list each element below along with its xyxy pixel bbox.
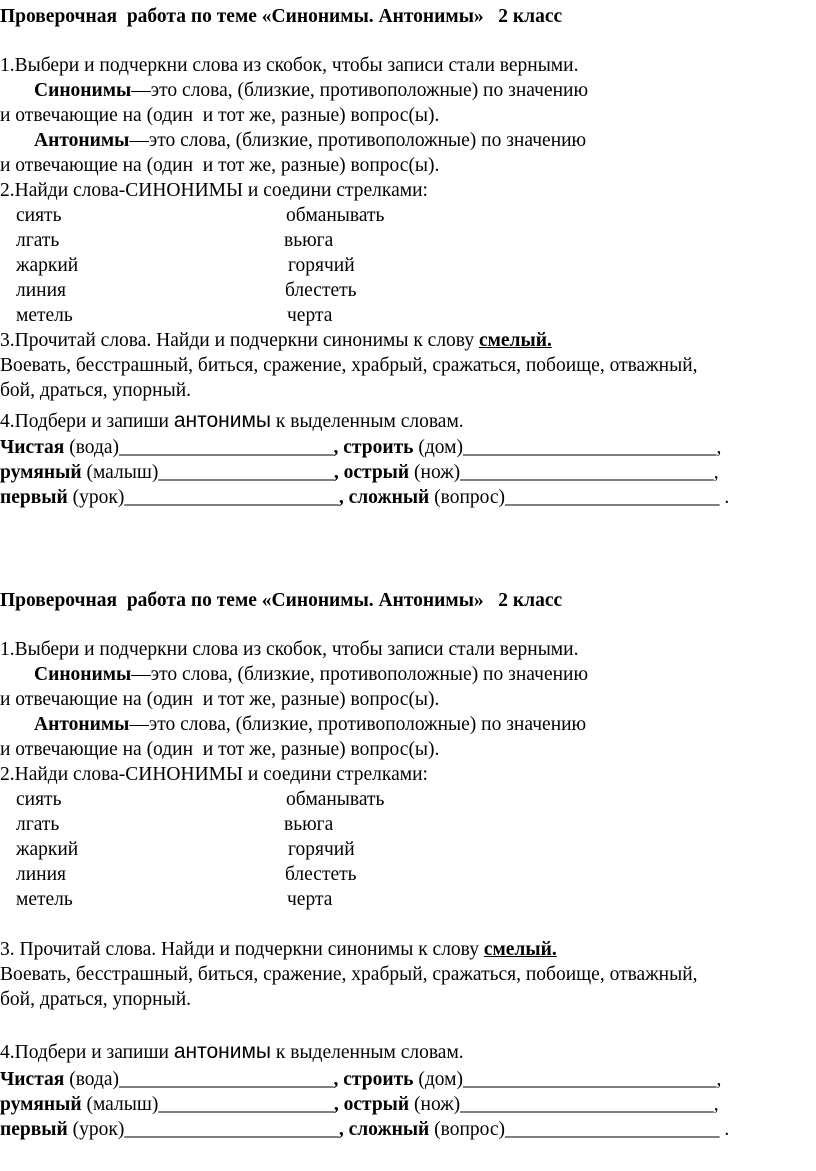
synonyms-term: Синонимы bbox=[34, 80, 132, 101]
task2-left-word: сиять bbox=[16, 789, 62, 810]
task1-heading: 1.Выбери и подчеркни слова из скобок, чтобы записи стали верными. bbox=[0, 639, 579, 660]
task4-separator: , bbox=[333, 437, 344, 458]
task3-keyword: смелый. bbox=[483, 939, 557, 960]
task4-row bbox=[0, 1068, 721, 1092]
answer-blank[interactable]: __________________ bbox=[158, 1094, 334, 1115]
task4-separator: , bbox=[333, 462, 344, 483]
worksheet-title: Проверочная работа по теме «Синонимы. Антонимы» 2 класс bbox=[0, 6, 563, 27]
task1-synonyms-definition bbox=[34, 79, 588, 103]
task2-heading: 2.Найди слова-СИНОНИМЫ и соедини стрелками: bbox=[0, 764, 428, 785]
answer-blank[interactable]: ______________________ bbox=[505, 1119, 720, 1140]
task4-word: Чистая bbox=[0, 437, 65, 458]
task2-left-word: сиять bbox=[16, 205, 62, 226]
task4-end: , bbox=[716, 1069, 722, 1090]
task4-hint: (дом) bbox=[413, 1069, 463, 1090]
task4-word: строить bbox=[343, 437, 414, 458]
task4-end: . bbox=[719, 1119, 730, 1140]
task4-heading bbox=[0, 1040, 464, 1065]
task4-heading-key: антонимы bbox=[173, 409, 272, 432]
answer-blank[interactable]: ______________________ bbox=[124, 487, 339, 508]
task4-word: сложный bbox=[348, 1119, 430, 1140]
task2-right-word: вьюга bbox=[284, 230, 334, 251]
antonyms-definition-text: —это слова, (близкие, противоположные) по значению bbox=[129, 130, 587, 151]
synonyms-definition-text: —это слова, (близкие, противоположные) по значению bbox=[131, 80, 589, 101]
task4-end: , bbox=[713, 1094, 719, 1115]
antonyms-definition-text: —это слова, (близкие, противоположные) по значению bbox=[129, 714, 587, 735]
task4-hint: (вода) bbox=[64, 437, 120, 458]
task4-separator: , bbox=[333, 1094, 344, 1115]
task3-words-line1: Воевать, бесстрашный, биться, сражение, храбрый, сражаться, побоище, отважный, bbox=[0, 964, 698, 985]
task2-left-word: лгать bbox=[16, 814, 60, 835]
task2-right-word: горячий bbox=[288, 255, 355, 276]
task4-hint: (урок) bbox=[67, 1119, 125, 1140]
task2-right-word: горячий bbox=[288, 839, 355, 860]
answer-blank[interactable]: ______________________ bbox=[119, 437, 334, 458]
task2-right-word: обманывать bbox=[286, 789, 385, 810]
task4-separator: , bbox=[338, 487, 349, 508]
task4-hint: (нож) bbox=[409, 1094, 461, 1115]
task4-hint: (малыш) bbox=[81, 1094, 159, 1115]
task2-left-word: метель bbox=[16, 889, 73, 910]
answer-blank[interactable]: ______________________ bbox=[124, 1119, 339, 1140]
task2-heading: 2.Найди слова-СИНОНИМЫ и соедини стрелками: bbox=[0, 180, 428, 201]
task4-hint: (вопрос) bbox=[429, 487, 506, 508]
synonyms-definition-text: —это слова, (близкие, противоположные) по значению bbox=[131, 664, 589, 685]
task4-hint: (малыш) bbox=[81, 462, 159, 483]
task1-synonyms-line2: и отвечающие на (один и тот же, разные) вопрос(ы). bbox=[0, 689, 440, 710]
task2-left-word: метель bbox=[16, 305, 73, 326]
task1-antonyms-line2: и отвечающие на (один и тот же, разные) вопрос(ы). bbox=[0, 155, 440, 176]
task2-right-word: блестеть bbox=[285, 280, 357, 301]
task4-hint: (вода) bbox=[64, 1069, 120, 1090]
task4-separator: , bbox=[333, 1069, 344, 1090]
task3-heading bbox=[0, 329, 552, 353]
antonyms-term: Антонимы bbox=[34, 130, 130, 151]
task4-hint: (урок) bbox=[67, 487, 125, 508]
task3-heading-text: 3. Прочитай слова. Найди и подчеркни синонимы к слову bbox=[0, 939, 484, 960]
task4-hint: (дом) bbox=[413, 437, 463, 458]
task4-row bbox=[0, 486, 729, 510]
task3-words-line1: Воевать, бесстрашный, биться, сражение, храбрый, сражаться, побоище, отважный, bbox=[0, 355, 698, 376]
synonyms-term: Синонимы bbox=[34, 664, 132, 685]
task2-left-word: жаркий bbox=[16, 839, 79, 860]
answer-blank[interactable]: __________________ bbox=[158, 462, 334, 483]
task4-hint: (нож) bbox=[409, 462, 461, 483]
task4-word: сложный bbox=[348, 487, 430, 508]
task2-right-word: черта bbox=[287, 305, 333, 326]
task2-left-word: лгать bbox=[16, 230, 60, 251]
answer-blank[interactable]: ______________________ bbox=[505, 487, 720, 508]
task3-words-line2: бой, драться, упорный. bbox=[0, 989, 192, 1010]
task4-word: строить bbox=[343, 1069, 414, 1090]
task1-antonyms-line2: и отвечающие на (один и тот же, разные) вопрос(ы). bbox=[0, 739, 440, 760]
task4-row bbox=[0, 1118, 729, 1142]
task2-right-word: обманывать bbox=[286, 205, 385, 226]
task4-heading-post: к выделенным словам. bbox=[271, 1042, 464, 1063]
task4-end: , bbox=[713, 462, 719, 483]
task3-heading bbox=[0, 938, 557, 962]
answer-blank[interactable]: __________________________ bbox=[460, 462, 714, 483]
worksheet-title: Проверочная работа по теме «Синонимы. Антонимы» 2 класс bbox=[0, 590, 563, 611]
task4-heading-pre: 4.Подбери и запиши bbox=[0, 1042, 174, 1063]
task4-row bbox=[0, 436, 721, 460]
task1-heading: 1.Выбери и подчеркни слова из скобок, чтобы записи стали верными. bbox=[0, 55, 579, 76]
task4-heading-post: к выделенным словам. bbox=[271, 411, 464, 432]
task4-heading-pre: 4.Подбери и запиши bbox=[0, 411, 174, 432]
task3-words-line2: бой, драться, упорный. bbox=[0, 380, 192, 401]
task4-end: , bbox=[716, 437, 722, 458]
task1-synonyms-line2: и отвечающие на (один и тот же, разные) вопрос(ы). bbox=[0, 105, 440, 126]
task3-heading-text: 3.Прочитай слова. Найди и подчеркни синонимы к слову bbox=[0, 330, 479, 351]
task4-row bbox=[0, 1093, 719, 1117]
task4-word: острый bbox=[343, 462, 410, 483]
task4-heading bbox=[0, 409, 464, 434]
task4-word: румяный bbox=[0, 1094, 82, 1115]
task4-word: острый bbox=[343, 1094, 410, 1115]
task1-synonyms-definition bbox=[34, 663, 588, 687]
task3-keyword: смелый. bbox=[478, 330, 552, 351]
task4-separator: , bbox=[338, 1119, 349, 1140]
task4-word: Чистая bbox=[0, 1069, 65, 1090]
task2-right-word: вьюга bbox=[284, 814, 334, 835]
task4-hint: (вопрос) bbox=[429, 1119, 506, 1140]
task2-left-word: линия bbox=[16, 864, 67, 885]
antonyms-term: Антонимы bbox=[34, 714, 130, 735]
task4-word: румяный bbox=[0, 462, 82, 483]
task4-word: первый bbox=[0, 487, 68, 508]
answer-blank[interactable]: __________________________ bbox=[463, 437, 717, 458]
task2-left-word: жаркий bbox=[16, 255, 79, 276]
answer-blank[interactable]: __________________________ bbox=[463, 1069, 717, 1090]
task4-heading-key: антонимы bbox=[173, 1040, 272, 1063]
task2-right-word: блестеть bbox=[285, 864, 357, 885]
task2-right-word: черта bbox=[287, 889, 333, 910]
task4-end: . bbox=[719, 487, 730, 508]
task2-left-word: линия bbox=[16, 280, 67, 301]
task4-row bbox=[0, 461, 719, 485]
task1-antonyms-definition bbox=[34, 129, 586, 153]
task1-antonyms-definition bbox=[34, 713, 586, 737]
task4-word: первый bbox=[0, 1119, 68, 1140]
answer-blank[interactable]: __________________________ bbox=[460, 1094, 714, 1115]
answer-blank[interactable]: ______________________ bbox=[119, 1069, 334, 1090]
